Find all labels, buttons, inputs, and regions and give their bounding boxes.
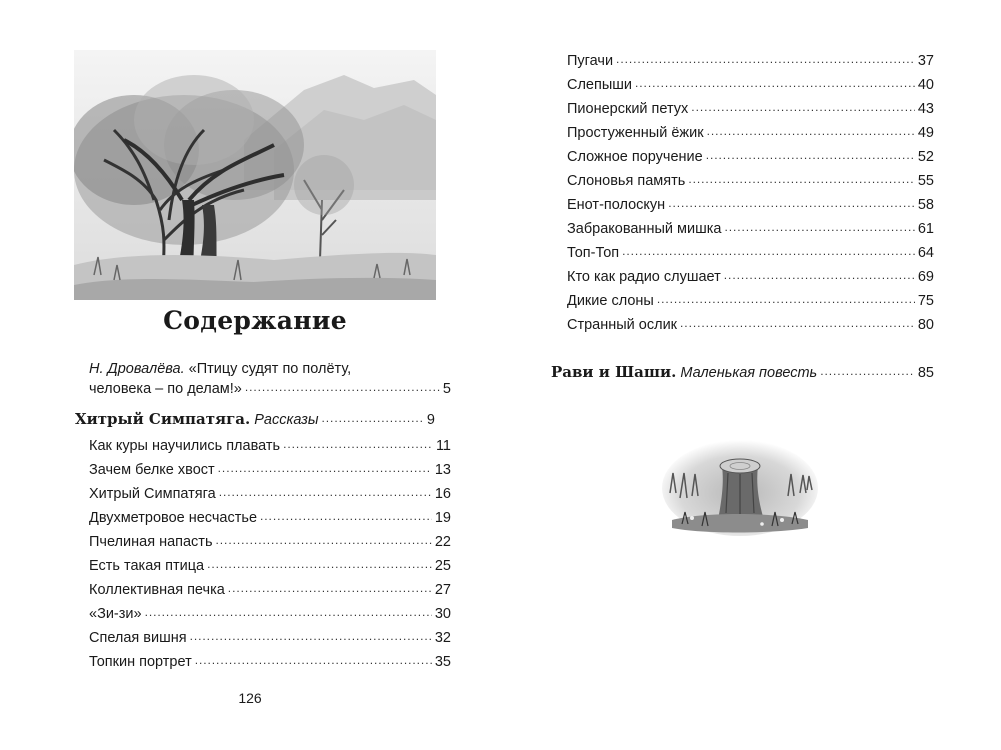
page-ref: 85	[917, 365, 934, 381]
page-ref: 58	[917, 197, 934, 213]
page-ref: 25	[434, 558, 451, 574]
toc-entry[interactable]	[567, 100, 934, 118]
left-page	[0, 0, 500, 750]
page-ref: 61	[917, 221, 934, 237]
intro-quote-line2: человека – по делам!»	[89, 381, 242, 397]
section-subtitle: Рассказы	[254, 412, 319, 428]
entry-title: Пчелиная напасть	[89, 534, 213, 550]
leader-dots	[145, 606, 432, 618]
leader-dots	[668, 197, 915, 209]
toc-entry[interactable]	[89, 509, 451, 527]
entry-title: Есть такая птица	[89, 558, 205, 574]
page-ref: 37	[917, 53, 934, 69]
entry-title: Енот-полоскун	[567, 197, 666, 213]
entry-title: Сложное поручение	[567, 149, 703, 165]
entry-title: Слоновья память	[567, 173, 686, 189]
leader-dots	[218, 462, 432, 474]
entry-title: Как куры научились плавать	[89, 438, 281, 454]
entry-title: Топ-Топ	[567, 245, 620, 261]
toc-entry[interactable]	[567, 172, 934, 190]
leader-dots	[216, 534, 432, 546]
toc-entry[interactable]	[567, 148, 934, 166]
page-ref: 80	[917, 317, 934, 333]
entry-title: Пионерский петух	[567, 101, 689, 117]
entry-title: Дикие слоны	[567, 293, 654, 309]
intro-line-1	[89, 361, 351, 377]
intro-entry[interactable]	[89, 380, 451, 398]
page-ref: 49	[917, 125, 934, 141]
right-page	[500, 0, 1001, 750]
toc-entry[interactable]	[89, 557, 451, 575]
entry-title: Спелая вишня	[89, 630, 187, 646]
leader-dots	[616, 53, 915, 65]
entry-title: Топкин портрет	[89, 654, 192, 670]
leader-dots	[706, 149, 915, 161]
page-ref: 13	[434, 462, 451, 478]
entry-title: Хитрый Симпатяга	[89, 486, 216, 502]
page-ref: 9	[426, 412, 435, 428]
leader-dots	[707, 125, 915, 137]
page-ref: 32	[434, 630, 451, 646]
entry-title: Двухметровое несчастье	[89, 510, 258, 526]
section-subtitle: Маленькая повесть	[680, 365, 818, 381]
intro-quote-line1: «Птицу судят по полёту,	[188, 361, 352, 377]
contents-title: Содержание	[163, 306, 347, 335]
page-ref: 69	[917, 269, 934, 285]
leader-dots	[820, 365, 915, 377]
leader-dots	[724, 221, 914, 233]
leader-dots	[283, 438, 433, 450]
entry-title: Коллективная печка	[89, 582, 225, 598]
stump-illustration	[662, 438, 818, 536]
page-number: 126	[238, 690, 262, 706]
leader-dots	[724, 269, 915, 281]
toc-entry[interactable]	[567, 76, 934, 94]
toc-entry[interactable]	[89, 629, 451, 647]
leader-dots	[207, 558, 432, 570]
entry-title: «Зи-зи»	[89, 606, 142, 622]
entry-title: Простуженный ёжик	[567, 125, 704, 141]
page-ref: 75	[917, 293, 934, 309]
toc-entry[interactable]	[89, 653, 451, 671]
toc-entry[interactable]	[567, 220, 934, 238]
section-title: Рави и Шаши.	[551, 363, 677, 381]
entry-title: Пугачи	[567, 53, 614, 69]
toc-entry[interactable]	[89, 581, 451, 599]
toc-entry[interactable]	[89, 461, 451, 479]
toc-entry[interactable]	[567, 292, 934, 310]
leader-dots	[622, 245, 915, 257]
entry-title: Слепыши	[567, 77, 633, 93]
leader-dots	[245, 381, 440, 393]
toc-entry[interactable]	[89, 437, 451, 455]
section-title: Хитрый Симпатяга.	[75, 410, 251, 428]
toc-entry[interactable]	[89, 533, 451, 551]
toc-entry[interactable]	[567, 244, 934, 262]
page-ref: 27	[434, 582, 451, 598]
leader-dots	[635, 77, 915, 89]
page-ref: 40	[917, 77, 934, 93]
page-ref: 16	[434, 486, 451, 502]
leader-dots	[657, 293, 915, 305]
page-ref: 11	[435, 438, 451, 454]
trees-illustration	[74, 50, 436, 300]
page-ref: 19	[434, 510, 451, 526]
leader-dots	[195, 654, 432, 666]
leader-dots	[228, 582, 432, 594]
leader-dots	[691, 101, 915, 113]
page-ref: 5	[442, 381, 451, 397]
leader-dots	[260, 510, 432, 522]
leader-dots	[688, 173, 915, 185]
toc-entry[interactable]	[567, 196, 934, 214]
leader-dots	[190, 630, 432, 642]
page-ref: 30	[434, 606, 451, 622]
page-ref: 64	[917, 245, 934, 261]
page-ref: 35	[434, 654, 451, 670]
toc-entry[interactable]	[567, 316, 934, 334]
entry-title: Зачем белке хвост	[89, 462, 215, 478]
toc-entry[interactable]	[567, 52, 934, 70]
page-ref: 55	[917, 173, 934, 189]
section-entry-1[interactable]	[75, 410, 435, 429]
intro-author: Н. Дровалёва.	[89, 361, 185, 377]
leader-dots	[680, 317, 915, 329]
toc-entry[interactable]	[89, 605, 451, 623]
leader-dots	[322, 412, 424, 424]
page-ref: 52	[917, 149, 934, 165]
toc-entry[interactable]	[89, 485, 451, 503]
entry-title: Кто как радио слушает	[567, 269, 721, 285]
toc-entry[interactable]	[567, 124, 934, 142]
entry-title: Забракованный мишка	[567, 221, 722, 237]
entry-title: Странный ослик	[567, 317, 678, 333]
page-ref: 22	[434, 534, 451, 550]
toc-entry[interactable]	[567, 268, 934, 286]
section-entry-2[interactable]	[551, 363, 934, 382]
leader-dots	[219, 486, 432, 498]
page-ref: 43	[917, 101, 934, 117]
